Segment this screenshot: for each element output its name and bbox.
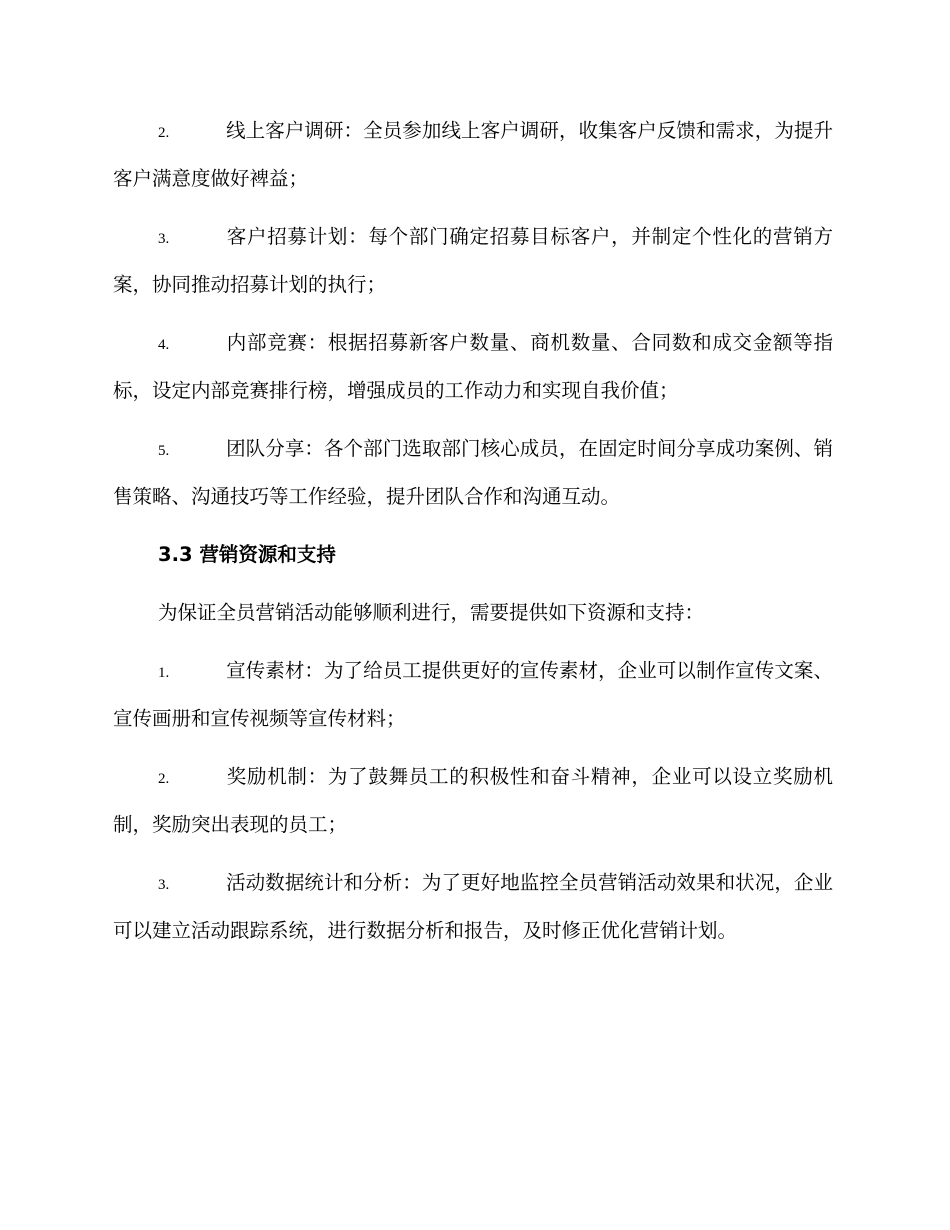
list-number: 3. <box>158 231 170 247</box>
list-item <box>113 426 833 519</box>
list-text: 团队分享：各个部门选取部门核心成员，在固定时间分享成功案例、销售策略、沟通技巧等工作经验，提升团队合作和沟通互动。 <box>113 437 833 508</box>
list-text: 线上客户调研：全员参加线上客户调研，收集客户反馈和需求，为提升客户满意度做好裨益； <box>113 119 833 190</box>
list-item <box>113 648 833 741</box>
list-text: 内部竞赛：根据招募新客户数量、商机数量、合同数和成交金额等指标，设定内部竞赛排行榜，增强成员的工作动力和实现自我价值； <box>113 331 833 402</box>
list-item <box>113 320 833 413</box>
list-number: 3. <box>158 877 170 893</box>
list-number: 2. <box>158 771 170 787</box>
list-item <box>113 860 833 953</box>
list-item <box>113 108 833 201</box>
list-item <box>113 214 833 307</box>
list-text: 奖励机制：为了鼓舞员工的积极性和奋斗精神，企业可以设立奖励机制，奖励突出表现的员工； <box>113 765 833 836</box>
list-number: 2. <box>158 125 170 141</box>
list-text: 客户招募计划：每个部门确定招募目标客户，并制定个性化的营销方案，协同推动招募计划的执行； <box>113 225 833 296</box>
list-text: 活动数据统计和分析：为了更好地监控全员营销活动效果和状况，企业可以建立活动跟踪系统，进行数据分析和报告，及时修正优化营销计划。 <box>113 871 833 942</box>
section-intro: 为保证全员营销活动能够顺利进行，需要提供如下资源和支持： <box>158 601 705 624</box>
list-text: 宣传素材：为了给员工提供更好的宣传素材，企业可以制作宣传文案、宣传画册和宣传视频等宣传材料； <box>113 659 833 730</box>
list-number: 4. <box>158 337 170 353</box>
list-item <box>113 754 833 847</box>
document-body <box>113 108 833 966</box>
list-number: 1. <box>158 665 170 681</box>
list-number: 5. <box>158 443 170 459</box>
section-heading: 3.3 营销资源和支持 <box>158 543 336 566</box>
